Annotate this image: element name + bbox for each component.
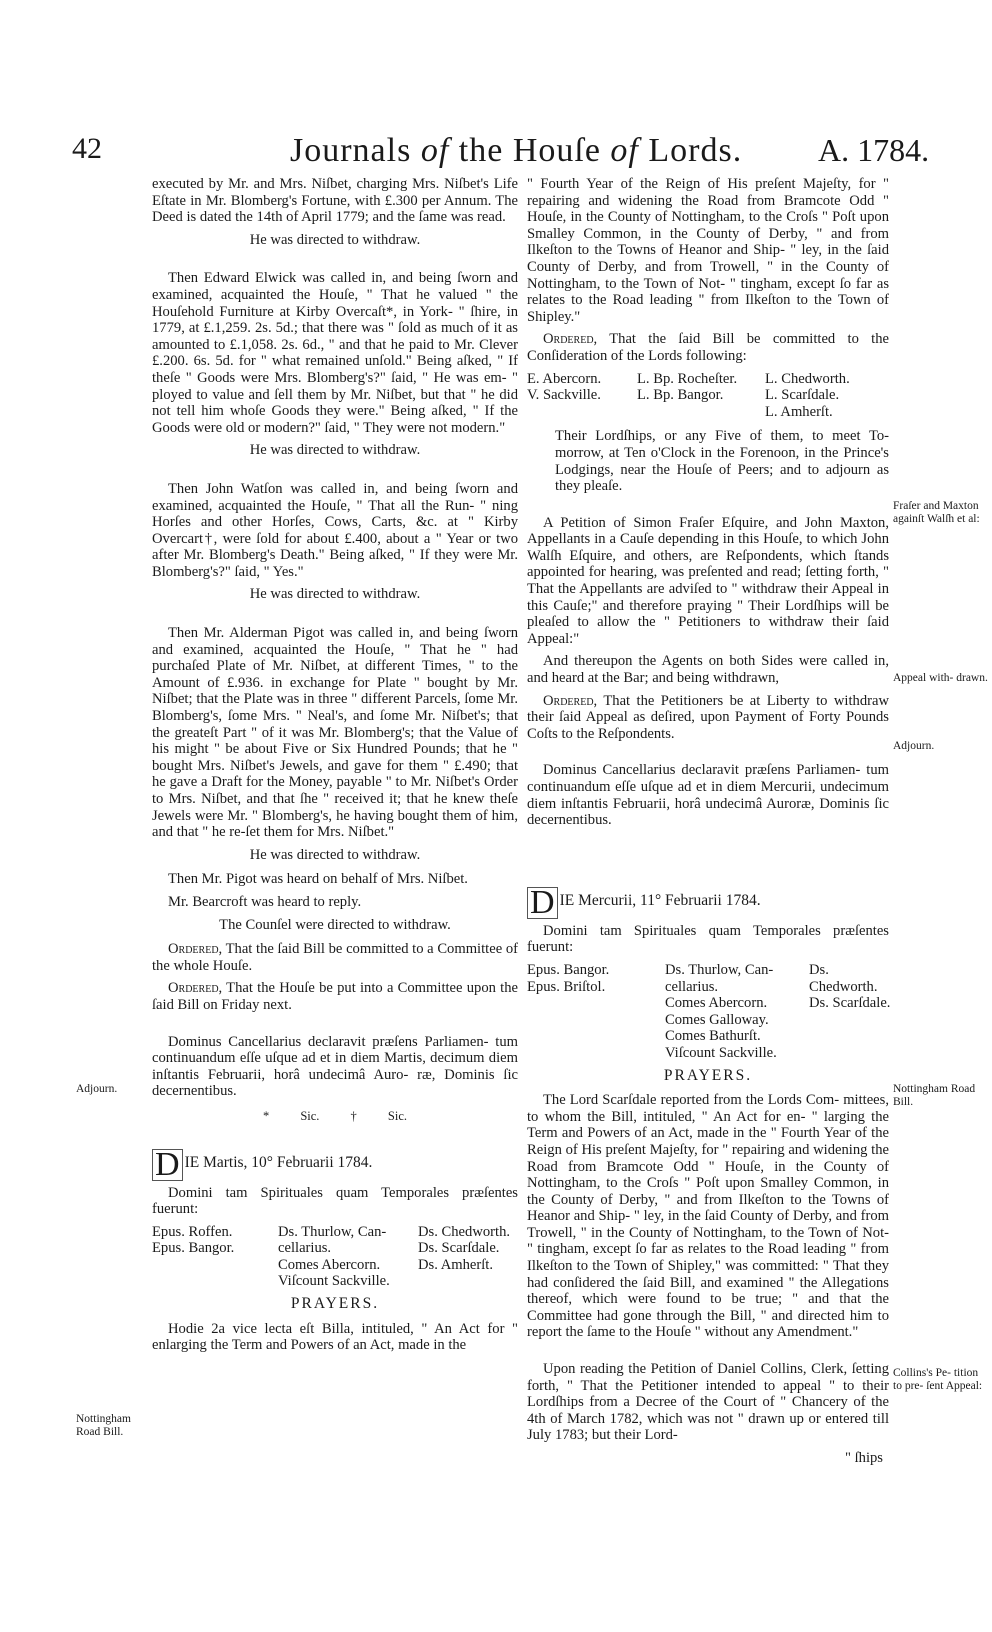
attendance-list xyxy=(527,962,889,1062)
margin-note-fraser: Fraſer and Maxton againſt Walſh et al: xyxy=(893,500,980,525)
committee-col: E. Abercorn. V. Sackville. xyxy=(527,370,602,404)
withdraw-line: He was directed to withdraw. xyxy=(249,442,421,459)
page-number: 42 xyxy=(72,132,102,165)
committee-list xyxy=(527,371,889,421)
attendance-intro: Domini tam Spirituales quam Temporales præſentes fuerunt: xyxy=(527,922,889,956)
paragraph: Hodie 2a vice lecta eſt Billa, intituled, " An Act for " enlarging the Term and Powers of an Act, made in the xyxy=(152,1320,518,1354)
page-header xyxy=(0,0,992,169)
withdraw-line: He was directed to withdraw. xyxy=(249,586,421,603)
paragraph: Their Lordſhips, or any Five of them, to meet To-morrow, at Ten o'Clock in the Forenoon, in the Prince's Lodgings, near the Houſe of Peers; and to adjourn as they pleaſe. xyxy=(555,428,889,495)
prayers-heading: PRAYERS. xyxy=(663,1066,753,1084)
day-title: IE Mercurii, 11° Februarii 1784. xyxy=(559,891,761,909)
attendance-lords: Ds. Thurlow, Can- cellarius. Comes Abercorn. Viſcount Sackville. xyxy=(278,1223,390,1290)
committee-col: L. Chedworth. L. Scarſdale. L. Amherſt. xyxy=(765,370,850,420)
paragraph: Mr. Bearcroft was heard to reply. xyxy=(168,893,362,910)
day-heading xyxy=(527,883,889,921)
margin-note-appeal: Appeal with- drawn. xyxy=(893,672,988,684)
ordered-paragraph: Ordered, That the Houſe be put into a Committee upon the ſaid Bill on Friday next. xyxy=(152,980,518,1013)
paragraph: Upon reading the Petition of Daniel Collins, Clerk, ſetting forth, " That the Petitioner intended to appeal " to their Lordſhips from a Decree of the Court of " Chancery of the 4th of March 1782, which was not " drawn up or entered till July 1783; but their Lord- xyxy=(527,1361,889,1444)
margin-note-adjourn: Adjourn. xyxy=(893,740,935,752)
paragraph: Then Mr. Alderman Pigot was called in, and being ſworn and examined, acquainted the Houſe, " That he " had purchaſed Plate of Mr. Niſbet, at different Times, " to the Amount of £.936. in exchange for Plate " bought by Mr. Niſbet; that the Plate was in three " different Parcels, ſome Mr. Blomberg's, ſome Mrs. " Neal's, and ſome Mr. Niſbet's; that the greateſt Part " of it was Mr. Blomberg's; that the Value of his might " be about Five or Six Hundred Pounds; that he " bought Mrs. Niſbet's Jewels, and gave for them " £.490; that he gave a Draft for the Money, payable " to Mr. Niſbet's Order to Mrs. Niſbet, and that ſhe " received it; that he knew theſe Jewels were Mr. " Blomberg's, he having bought them of him, and that " he re-ſet them for Mrs. Niſbet." xyxy=(152,625,518,841)
withdraw-line: He was directed to withdraw. xyxy=(249,231,421,248)
catchword: " ſhips xyxy=(845,1450,883,1466)
ordered-paragraph: Ordered, That the ſaid Bill be committed to a Committee of the whole Houſe. xyxy=(152,941,518,974)
margin-note-adjourn: Adjourn. xyxy=(76,1083,118,1095)
paragraph: " Fourth Year of the Reign of His preſent Majeſty, for " repairing and widening the Road from Bramcote Odd " Houſe, in the County of Nottingham, to the Croſs " Poſt upon Smalley Common, in the County of Derby, " and from Ilkeſton to the Towns of Heanor and Ship- " ley, in the ſaid County of Derby, and from Trowell, " in the County of Nottingham, to the Town of Not- " tingham, except ſo far as relates to the Road leading " from Ilkeſton to the Town of Shipley." xyxy=(527,176,889,325)
prayers-heading: PRAYERS. xyxy=(290,1295,380,1313)
attendance-lords: Ds. Thurlow, Can- cellarius. Comes Abercorn. Comes Galloway. Comes Bathurſt. Viſcount Sackville. xyxy=(665,961,777,1061)
attendance-barons: Ds. Chedworth. Ds. Scarſdale. xyxy=(809,961,891,1012)
attendance-bishops: Epus. Roffen. Epus. Bangor. xyxy=(152,1223,235,1257)
running-title: Journals of the Houſe of Lords. xyxy=(290,132,743,169)
margin-note-collins: Collins's Pe- tition to pre- ſent Appeal: xyxy=(893,1367,983,1392)
ordered-paragraph: Ordered, That the Petitioners be at Liberty to withdraw their ſaid Appeal as deſired, upon Payment of Forty Pounds Coſts to the Reſpondents. xyxy=(527,692,889,742)
adjourn-paragraph: Dominus Cancellarius declaravit præſens Parliamen- tum continuandum eſſe uſque ad et in diem Mercurii, undecimum diem inſtantis Februarii, horâ undecimâ Auroræ, Dominis ſic decernentibus. xyxy=(527,762,889,829)
attendance-bishops: Epus. Bangor. Epus. Briſtol. xyxy=(527,961,610,995)
left-column xyxy=(152,176,518,1360)
margin-note-nottingham: Nottingham Road Bill. xyxy=(893,1083,976,1108)
drop-cap: D xyxy=(152,1149,183,1181)
paragraph: And thereupon the Agents on both Sides were called in, and heard at the Bar; and being withdrawn, xyxy=(527,653,889,687)
day-heading xyxy=(152,1145,518,1183)
attendance-list xyxy=(152,1224,518,1290)
paragraph: Then John Watſon was called in, and being ſworn and examined, acquainted the Houſe, " That all the Run- " ning Horſes and other Horſes, Cows, Carts, &c. at " Kirby Overcart†, were ſold for about £.400, about a " Year or two after Mr. Blomberg's Death." Being aſked, " If they were Mr. Blomberg's?" ſaid, " Yes." xyxy=(152,480,518,580)
withdraw-line: The Counſel were directed to withdraw. xyxy=(219,916,451,933)
paragraph: The Lord Scarſdale reported from the Lords Com- mittees, to whom the Bill, intituled, " An Act for en- " larging the Term and Powers of an Act, made in the " Fourth Year of the Reign of His preſent Majeſty, for " repairing and widening the Road from Bramcote Odd " Houſe, in the County of Nottingham, to the Croſs " Poſt upon Smalley Common, in the County of Derby, " and from Ilkeſton to the Towns of Heanor and Ship- " ley, in the ſaid County of Derby, and from Trowell, " in the County of Nottingham, to the Town of Not- " tingham, except ſo far as relates to the Road leading " from Ilkeſton to the Town of Shipley," was committed: " That they had conſidered the ſaid Bill, and examined " the Allegations thereof, which were found to be true; " and that the Committee had gone through the Bill, " and directed him to report the ſame to the Houſe " without any Amendment." xyxy=(527,1092,889,1341)
attendance-intro: Domini tam Spirituales quam Temporales præſentes fuerunt: xyxy=(152,1184,518,1218)
paragraph: Then Mr. Pigot was heard on behalf of Mrs. Niſbet. xyxy=(168,871,468,888)
sic-notes: * Sic. † Sic. xyxy=(262,1108,408,1123)
ordered-paragraph: Ordered, That the ſaid Bill be committed to the Conſideration of the Lords following: xyxy=(527,331,889,364)
drop-cap: D xyxy=(527,887,558,919)
withdraw-line: He was directed to withdraw. xyxy=(249,846,421,863)
adjourn-paragraph: Dominus Cancellarius declaravit præſens Parliamen- tum continuandum eſſe uſque ad et in diem Martis, decimum diem inſtantis Februarii, horâ undecimâ Auro- ræ, Dominis ſic decernentibus. xyxy=(152,1033,518,1100)
committee-col: L. Bp. Rocheſter. L. Bp. Bangor. xyxy=(637,370,738,404)
paragraph: Then Edward Elwick was called in, and being ſworn and examined, acquainted the Houſe, " That he valued " the Houſehold Furniture at Kirby Overcaſt*, in York- " ſhire, in 1779, at £.1,259. 2s. 5d.; that there was " ſold as much of it as amounted to £.1,058. 2s. 6d., " and that he paid to Mr. Clever £.200. 6s. 5d. for " what remained unſold." Being aſked, " If theſe " Goods were Mrs. Blomberg's?" ſaid, " He was em- " ployed to value and ſell them by Mr. Niſbet, but that " he did not tell him whoſe Goods they were." Being aſked, " If the Goods were old or modern?" ſaid, " They were not modern." xyxy=(152,270,518,436)
margin-note-nottingham: Nottingham Road Bill. xyxy=(76,1413,131,1438)
day-title: IE Martis, 10° Februarii 1784. xyxy=(184,1153,373,1171)
paragraph: executed by Mr. and Mrs. Niſbet, charging Mrs. Niſbet's Life Eſtate in Mr. Blomberg's Fortune, with £.300 per Annum. The Deed is dated the 14th of April 1779; and the ſame was read. xyxy=(152,176,518,226)
attendance-barons: Ds. Chedworth. Ds. Scarſdale. Ds. Amherſt. xyxy=(418,1223,511,1273)
right-column xyxy=(527,176,889,1467)
page-year: A. 1784. xyxy=(818,132,930,168)
paragraph: A Petition of Simon Fraſer Eſquire, and John Maxton, Appellants in a Cauſe depending in this Houſe, to which John Walſh Eſquire, and others, are Reſpondents, which ſtands appointed for hearing, was preſented and read; ſetting forth, " That the Appellants are adviſed to " withdraw their Appeal in this Cauſe;" and therefore praying " Their Lordſhips will be pleaſed to allow the " Petitioners to withdraw their ſaid Appeal:" xyxy=(527,514,889,647)
